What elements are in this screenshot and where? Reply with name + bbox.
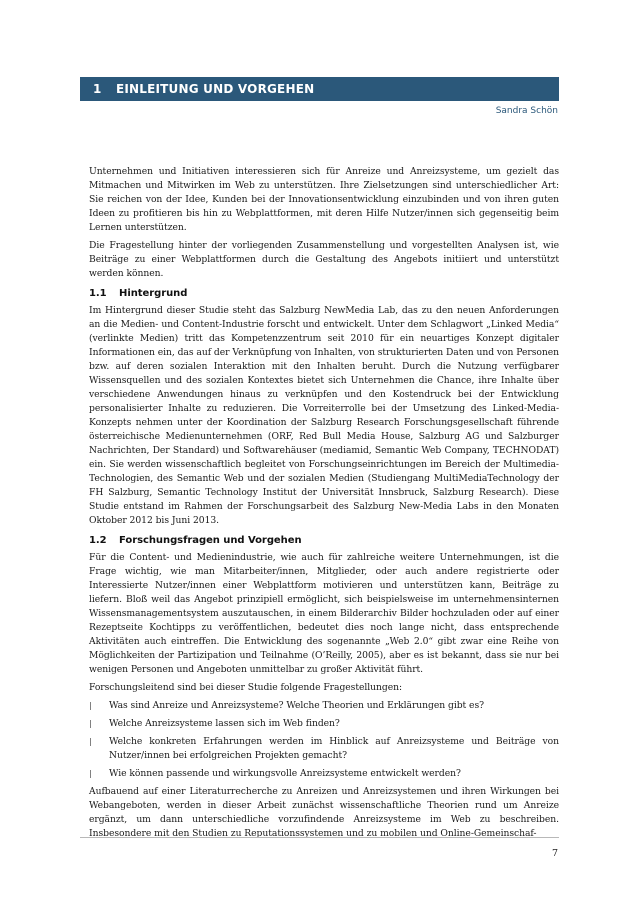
section-heading-hintergrund	[89, 287, 559, 301]
list-item	[89, 699, 559, 713]
bullet-icon: |	[89, 719, 92, 728]
section-title: Hintergrund	[119, 288, 188, 299]
question-text: Was sind Anreize und Anreizsysteme? Welche Theorien und Erklärungen gibt es?	[109, 700, 484, 711]
list-item	[89, 735, 559, 763]
question-text: Welche Anreizsysteme lassen sich im Web finden?	[109, 718, 340, 729]
questions-lead: Forschungsleitend sind bei dieser Studie folgende Fragestellungen:	[89, 682, 403, 693]
forschungsfragen-paragraph: Für die Content- und Medienindustrie, wie auch für zahlreiche weitere Unternehmungen, ist die Frage wichtig, wie man Mitarbeiter/innen, Mitglieder, oder auch andere registrierte oder Interessierte Nutzer/innen einer Webplattform motivieren und unterstützen kann, Beiträge zu liefern. Bloß weil das Angebot prinzipiell ermöglicht, sich beispielsweise im unternehmensinternen Wissensmanagementsystem auszutauschen, in einem Bilderarchiv Bilder hochzuladen oder auf einer Rezeptseite Kochtipps zu veröffentlichen, bedeutet dies noch lange nicht, dass entsprechende Aktivitäten auch eintreffen. Die Entwicklung des sogenannte „Web 2.0“ gibt zwar eine Reihe von Möglichkeiten der Partizipation und Teilnahme (O’Reilly, 2005), aber es ist bekannt, dass sie nur bei wenigen Personen und Angeboten unmittelbar zu großer Aktivität führt.	[89, 552, 559, 675]
bullet-icon: |	[89, 701, 92, 710]
list-item	[89, 767, 559, 781]
footer-divider	[80, 837, 559, 838]
intro-paragraph-2: Die Fragestellung hinter der vorliegenden Zusammenstellung und vorgestellten Analysen ist, wie Beiträge zu einer Webplattformen durch die Gestaltung des Angebots initiiert und unterstützt werden können.	[89, 240, 559, 279]
research-questions-list	[89, 699, 559, 781]
chapter-title: EINLEITUNG UND VORGEHEN	[115, 82, 315, 96]
chapter-banner	[80, 77, 559, 101]
section-number: 1.2	[89, 535, 107, 546]
section-title: Forschungsfragen und Vorgehen	[119, 535, 302, 546]
section-heading-forschungsfragen	[89, 534, 559, 548]
bullet-icon: |	[89, 737, 92, 746]
list-item	[89, 717, 559, 731]
question-text: Wie können passende und wirkungsvolle Anreizsysteme entwickelt werden?	[109, 768, 461, 779]
bullet-icon: |	[89, 769, 92, 778]
page-number: 7	[551, 848, 558, 859]
question-text: Welche konkreten Erfahrungen werden im Hinblick auf Anreizsysteme und Beiträge von Nutzer/innen bei erfolgreichen Projekten gemacht?	[109, 736, 559, 761]
page-body	[89, 165, 559, 845]
section-number: 1.1	[89, 288, 107, 299]
chapter-number: 1	[93, 82, 102, 96]
intro-paragraph-1: Unternehmen und Initiativen interessieren sich für Anreize und Anreizsysteme, um gezielt das Mitmachen und Mitwirken im Web zu unterstützen. Ihre Zielsetzungen sind unterschiedlicher Art: Sie reichen von der Idee, Kunden bei der Innovationsentwicklung einzubinden und von ihren guten Ideen zu profitieren bis hin zu Webplattformen, mit deren Hilfe Nutzer/innen sich gegenseitig beim Lernen unterstützen.	[89, 166, 559, 233]
closing-paragraph: Aufbauend auf einer Literaturrecherche zu Anreizen und Anreizsystemen und ihren Wirkungen bei Webangeboten, werden in dieser Arbeit zunächst wissenschaftliche Theorien rund um Anreize ergänzt, um dann unterschiedliche vorzufindende Anreizsysteme im Web zu beschreiben. Insbesondere mit den Studien zu Reputationssystemen und zu mobilen und Online-Gemeinschaf-	[89, 786, 559, 839]
chapter-author: Sandra Schön	[495, 106, 558, 116]
hintergrund-paragraph: Im Hintergrund dieser Studie steht das Salzburg NewMedia Lab, das zu den neuen Anforderungen an die Medien- und Content-Industrie forscht und entwickelt. Unter dem Schlagwort „Linked Media“ (verlinkte Medien) tritt das Kompetenzzentrum seit 2010 für ein neuartiges Konzept digitaler Informationen ein, das auf der Verknüpfung von Inhalten, von strukturierten Daten und von Personen bzw. auf deren sozialen Interaktion mit den Inhalten beruht. Durch die Nutzung verfügbarer Wissensquellen und des sozialen Kontextes bietet sich Unternehmen die Chance, ihre Inhalte über verschiedene Anwendungen hinaus zu verknüpfen und den Kostendruck bei der Entwicklung personalisierter Inhalte zu reduzieren. Die Vorreiterrolle bei der Umsetzung des Linked-Media-Konzepts nehmen unter der Koordination der Salzburg Research Forschungsgesellschaft führende österreichische Medienunternehmen (ORF, Red Bull Media House, Salzburg AG und Salzburger Nachrichten, Der Standard) und Softwarehäuser (mediamid, Semantic Web Company, TECHNODAT) ein. Sie werden wissenschaftlich begleitet von Forschungseinrichtungen im Bereich der Multimedia-Technologien, des Semantic Web und der sozialen Medien (Studiengang MultiMediaTechnology der FH Salzburg, Semantic Technology Institut der Universität Innsbruck, Salzburg Research). Diese Studie entstand im Rahmen der Forschungsarbeit des Salzburg New-Media Labs in den Monaten Oktober 2012 bis Juni 2013.	[89, 305, 559, 526]
